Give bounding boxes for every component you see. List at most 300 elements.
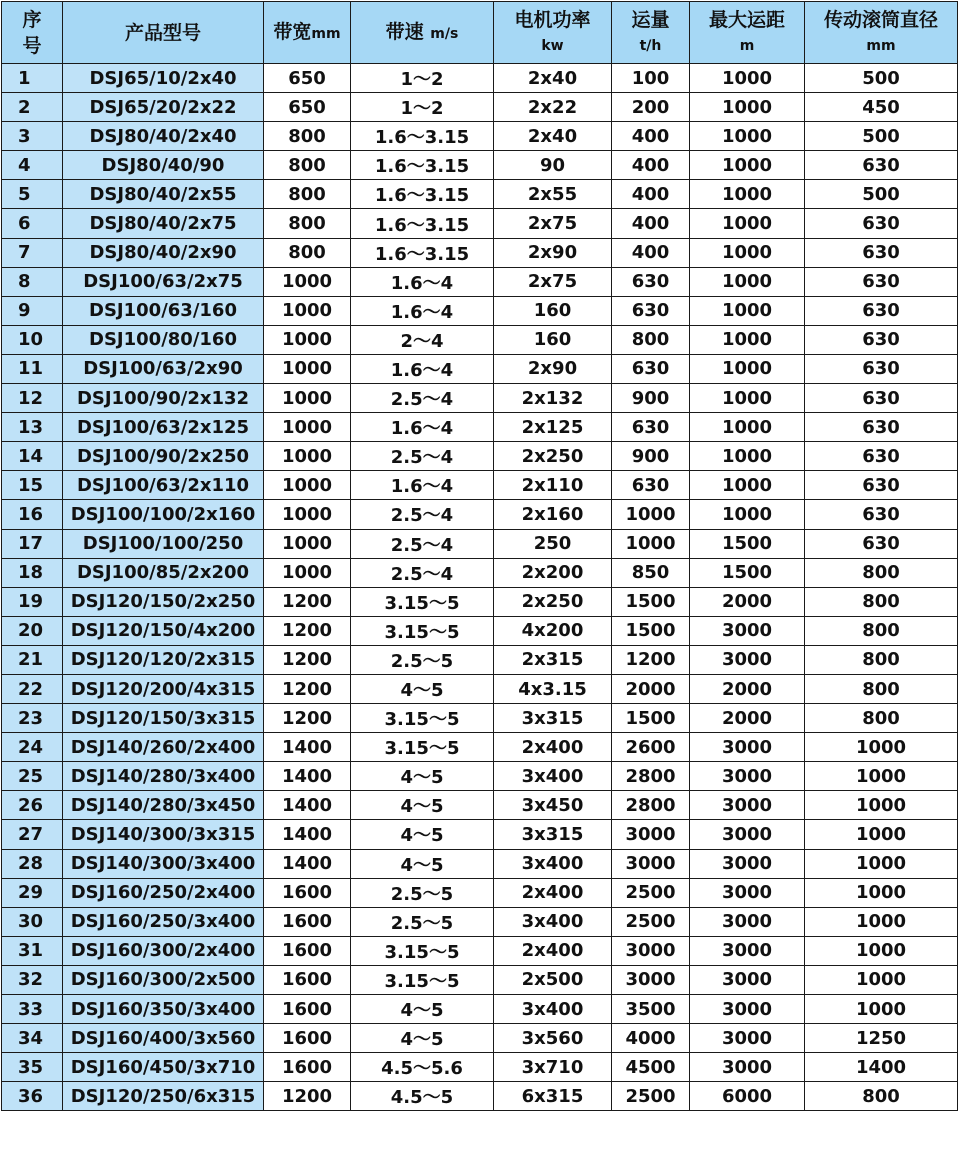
header-no — [2, 2, 63, 64]
cell-capacity: 200 — [612, 93, 690, 122]
cell-no: 29 — [2, 878, 63, 907]
cell-drum: 1400 — [805, 1053, 958, 1082]
cell-capacity: 400 — [612, 209, 690, 238]
cell-width: 1600 — [264, 965, 351, 994]
cell-distance: 1000 — [690, 151, 805, 180]
cell-speed: 2.5～5 — [351, 907, 494, 936]
cell-drum: 1000 — [805, 995, 958, 1024]
cell-no: 10 — [2, 325, 63, 354]
cell-model: DSJ80/40/2x55 — [63, 180, 264, 209]
cell-width: 1000 — [264, 413, 351, 442]
cell-distance: 1000 — [690, 325, 805, 354]
cell-distance: 3000 — [690, 1024, 805, 1053]
table-row — [2, 209, 958, 238]
table-row — [2, 965, 958, 994]
cell-capacity: 630 — [612, 296, 690, 325]
cell-drum: 1000 — [805, 733, 958, 762]
cell-model: DSJ160/300/2x500 — [63, 965, 264, 994]
cell-distance: 2000 — [690, 704, 805, 733]
cell-power: 4x200 — [494, 616, 612, 645]
cell-width: 1000 — [264, 267, 351, 296]
cell-capacity: 2000 — [612, 674, 690, 703]
cell-capacity: 900 — [612, 442, 690, 471]
cell-power: 2x400 — [494, 733, 612, 762]
cell-drum: 1250 — [805, 1024, 958, 1053]
cell-power: 3x710 — [494, 1053, 612, 1082]
cell-speed: 1.6～4 — [351, 413, 494, 442]
cell-speed: 4～5 — [351, 674, 494, 703]
cell-width: 800 — [264, 209, 351, 238]
cell-model: DSJ140/260/2x400 — [63, 733, 264, 762]
cell-power: 250 — [494, 529, 612, 558]
cell-no: 31 — [2, 936, 63, 965]
cell-capacity: 1000 — [612, 529, 690, 558]
table-row — [2, 471, 958, 500]
cell-drum: 800 — [805, 645, 958, 674]
cell-width: 650 — [264, 93, 351, 122]
cell-distance: 1000 — [690, 413, 805, 442]
cell-capacity: 3000 — [612, 965, 690, 994]
cell-distance: 3000 — [690, 820, 805, 849]
cell-speed: 2.5～5 — [351, 645, 494, 674]
cell-distance: 1500 — [690, 558, 805, 587]
cell-model: DSJ120/150/3x315 — [63, 704, 264, 733]
cell-drum: 450 — [805, 93, 958, 122]
header-no-line2: 号 — [22, 34, 42, 57]
cell-power: 3x450 — [494, 791, 612, 820]
header-model-label: 产品型号 — [124, 21, 201, 44]
cell-drum: 630 — [805, 238, 958, 267]
cell-speed: 3.15～5 — [351, 704, 494, 733]
cell-power: 3x400 — [494, 995, 612, 1024]
cell-power: 3x400 — [494, 849, 612, 878]
cell-speed: 1.6～3.15 — [351, 238, 494, 267]
cell-distance: 3000 — [690, 1053, 805, 1082]
cell-speed: 1.6～4 — [351, 471, 494, 500]
table-row — [2, 558, 958, 587]
header-capacity-line1: 运量 — [631, 8, 670, 31]
cell-no: 9 — [2, 296, 63, 325]
cell-speed: 3.15～5 — [351, 733, 494, 762]
cell-power: 2x160 — [494, 500, 612, 529]
header-distance-line1: 最大运距 — [708, 8, 785, 31]
cell-capacity: 2500 — [612, 878, 690, 907]
cell-power: 3x560 — [494, 1024, 612, 1053]
cell-distance: 1500 — [690, 529, 805, 558]
cell-width: 1400 — [264, 849, 351, 878]
cell-drum: 630 — [805, 442, 958, 471]
cell-speed: 4～5 — [351, 791, 494, 820]
cell-no: 14 — [2, 442, 63, 471]
cell-distance: 1000 — [690, 93, 805, 122]
cell-model: DSJ120/120/2x315 — [63, 645, 264, 674]
cell-no: 36 — [2, 1082, 63, 1111]
cell-width: 800 — [264, 238, 351, 267]
cell-drum: 630 — [805, 529, 958, 558]
cell-capacity: 1500 — [612, 704, 690, 733]
cell-distance: 1000 — [690, 354, 805, 383]
cell-width: 1000 — [264, 558, 351, 587]
cell-width: 1000 — [264, 529, 351, 558]
cell-no: 1 — [2, 64, 63, 93]
cell-model: DSJ120/250/6x315 — [63, 1082, 264, 1111]
cell-speed: 2.5～4 — [351, 442, 494, 471]
cell-power: 3x400 — [494, 762, 612, 791]
header-capacity — [612, 2, 690, 64]
cell-model: DSJ160/400/3x560 — [63, 1024, 264, 1053]
cell-drum: 1000 — [805, 849, 958, 878]
cell-model: DSJ80/40/2x40 — [63, 122, 264, 151]
table-row — [2, 93, 958, 122]
cell-model: DSJ120/150/4x200 — [63, 616, 264, 645]
cell-no: 34 — [2, 1024, 63, 1053]
cell-speed: 3.15～5 — [351, 587, 494, 616]
cell-drum: 800 — [805, 1082, 958, 1111]
cell-no: 25 — [2, 762, 63, 791]
table-row — [2, 849, 958, 878]
cell-model: DSJ160/250/2x400 — [63, 878, 264, 907]
cell-distance: 1000 — [690, 238, 805, 267]
header-row — [2, 2, 958, 64]
cell-no: 12 — [2, 384, 63, 413]
cell-model: DSJ140/300/3x400 — [63, 849, 264, 878]
cell-capacity: 630 — [612, 267, 690, 296]
cell-speed: 3.15～5 — [351, 936, 494, 965]
cell-width: 1400 — [264, 762, 351, 791]
header-power-line2: kw — [541, 37, 564, 54]
cell-capacity: 800 — [612, 325, 690, 354]
cell-no: 20 — [2, 616, 63, 645]
cell-speed: 3.15～5 — [351, 965, 494, 994]
cell-power: 160 — [494, 296, 612, 325]
cell-distance: 3000 — [690, 965, 805, 994]
cell-distance: 1000 — [690, 122, 805, 151]
header-drum — [805, 2, 958, 64]
cell-no: 16 — [2, 500, 63, 529]
cell-capacity: 1500 — [612, 587, 690, 616]
cell-speed: 1.6～4 — [351, 296, 494, 325]
cell-speed: 2.5～4 — [351, 558, 494, 587]
cell-speed: 1.6～3.15 — [351, 122, 494, 151]
cell-distance: 3000 — [690, 762, 805, 791]
table-row — [2, 296, 958, 325]
cell-speed: 4～5 — [351, 849, 494, 878]
cell-no: 33 — [2, 995, 63, 1024]
cell-power: 2x90 — [494, 354, 612, 383]
cell-drum: 630 — [805, 413, 958, 442]
cell-drum: 1000 — [805, 791, 958, 820]
cell-speed: 1.6～4 — [351, 267, 494, 296]
cell-power: 2x400 — [494, 878, 612, 907]
cell-drum: 1000 — [805, 965, 958, 994]
cell-model: DSJ100/63/160 — [63, 296, 264, 325]
cell-no: 8 — [2, 267, 63, 296]
cell-distance: 3000 — [690, 936, 805, 965]
cell-capacity: 1500 — [612, 616, 690, 645]
cell-width: 1600 — [264, 878, 351, 907]
table-row — [2, 64, 958, 93]
cell-no: 11 — [2, 354, 63, 383]
cell-model: DSJ65/20/2x22 — [63, 93, 264, 122]
table-row — [2, 122, 958, 151]
cell-no: 2 — [2, 93, 63, 122]
table-row — [2, 384, 958, 413]
cell-width: 800 — [264, 180, 351, 209]
cell-speed: 2～4 — [351, 325, 494, 354]
cell-capacity: 2500 — [612, 1082, 690, 1111]
cell-drum: 630 — [805, 384, 958, 413]
cell-width: 1400 — [264, 791, 351, 820]
cell-width: 1400 — [264, 820, 351, 849]
cell-speed: 4～5 — [351, 762, 494, 791]
cell-capacity: 630 — [612, 413, 690, 442]
cell-width: 1400 — [264, 733, 351, 762]
cell-model: DSJ140/280/3x400 — [63, 762, 264, 791]
cell-distance: 3000 — [690, 616, 805, 645]
cell-capacity: 2800 — [612, 791, 690, 820]
cell-distance: 1000 — [690, 384, 805, 413]
cell-power: 6x315 — [494, 1082, 612, 1111]
cell-distance: 3000 — [690, 907, 805, 936]
header-power-line1: 电机功率 — [514, 8, 591, 31]
cell-capacity: 400 — [612, 180, 690, 209]
cell-width: 1000 — [264, 500, 351, 529]
header-width-unit: mm — [311, 25, 341, 42]
cell-distance: 3000 — [690, 791, 805, 820]
cell-width: 1000 — [264, 354, 351, 383]
table-row — [2, 325, 958, 354]
table-header — [2, 2, 958, 64]
cell-width: 1000 — [264, 384, 351, 413]
cell-no: 18 — [2, 558, 63, 587]
cell-power: 3x315 — [494, 820, 612, 849]
cell-capacity: 900 — [612, 384, 690, 413]
cell-model: DSJ160/450/3x710 — [63, 1053, 264, 1082]
cell-model: DSJ160/300/2x400 — [63, 936, 264, 965]
table-row — [2, 238, 958, 267]
cell-distance: 3000 — [690, 995, 805, 1024]
cell-width: 1600 — [264, 907, 351, 936]
table-row — [2, 733, 958, 762]
cell-no: 35 — [2, 1053, 63, 1082]
cell-power: 2x250 — [494, 442, 612, 471]
cell-drum: 630 — [805, 500, 958, 529]
table-row — [2, 529, 958, 558]
cell-capacity: 3000 — [612, 936, 690, 965]
cell-drum: 630 — [805, 151, 958, 180]
table-row — [2, 442, 958, 471]
cell-capacity: 100 — [612, 64, 690, 93]
cell-width: 1000 — [264, 471, 351, 500]
cell-width: 1600 — [264, 936, 351, 965]
table-row — [2, 907, 958, 936]
cell-no: 23 — [2, 704, 63, 733]
cell-distance: 3000 — [690, 645, 805, 674]
cell-distance: 1000 — [690, 500, 805, 529]
cell-capacity: 630 — [612, 471, 690, 500]
cell-distance: 1000 — [690, 442, 805, 471]
cell-drum: 500 — [805, 180, 958, 209]
cell-model: DSJ100/63/2x75 — [63, 267, 264, 296]
cell-speed: 1～2 — [351, 93, 494, 122]
cell-power: 2x400 — [494, 936, 612, 965]
cell-speed: 4.5～5.6 — [351, 1053, 494, 1082]
cell-model: DSJ160/350/3x400 — [63, 995, 264, 1024]
cell-drum: 800 — [805, 704, 958, 733]
cell-model: DSJ120/150/2x250 — [63, 587, 264, 616]
cell-no: 15 — [2, 471, 63, 500]
cell-capacity: 2600 — [612, 733, 690, 762]
cell-power: 3x315 — [494, 704, 612, 733]
cell-power: 2x200 — [494, 558, 612, 587]
cell-speed: 4～5 — [351, 820, 494, 849]
cell-width: 800 — [264, 122, 351, 151]
cell-model: DSJ100/80/160 — [63, 325, 264, 354]
table-row — [2, 500, 958, 529]
cell-drum: 630 — [805, 296, 958, 325]
cell-drum: 1000 — [805, 762, 958, 791]
table-row — [2, 1024, 958, 1053]
cell-speed: 1.6～3.15 — [351, 180, 494, 209]
header-power — [494, 2, 612, 64]
cell-width: 1600 — [264, 995, 351, 1024]
cell-power: 2x132 — [494, 384, 612, 413]
cell-capacity: 3000 — [612, 849, 690, 878]
cell-power: 160 — [494, 325, 612, 354]
cell-distance: 2000 — [690, 674, 805, 703]
cell-no: 13 — [2, 413, 63, 442]
cell-width: 1600 — [264, 1053, 351, 1082]
cell-no: 24 — [2, 733, 63, 762]
cell-drum: 630 — [805, 209, 958, 238]
cell-width: 1200 — [264, 674, 351, 703]
cell-no: 26 — [2, 791, 63, 820]
cell-no: 22 — [2, 674, 63, 703]
cell-width: 1000 — [264, 296, 351, 325]
cell-power: 2x110 — [494, 471, 612, 500]
cell-no: 27 — [2, 820, 63, 849]
header-speed-unit: m/s — [430, 25, 459, 42]
cell-drum: 630 — [805, 267, 958, 296]
cell-model: DSJ120/200/4x315 — [63, 674, 264, 703]
cell-no: 5 — [2, 180, 63, 209]
cell-speed: 4.5～5 — [351, 1082, 494, 1111]
cell-no: 19 — [2, 587, 63, 616]
cell-model: DSJ100/63/2x125 — [63, 413, 264, 442]
cell-distance: 1000 — [690, 471, 805, 500]
cell-power: 4x3.15 — [494, 674, 612, 703]
table-row — [2, 674, 958, 703]
table-row — [2, 791, 958, 820]
cell-width: 1200 — [264, 616, 351, 645]
specs-table — [1, 1, 958, 1111]
cell-width: 1200 — [264, 587, 351, 616]
cell-no: 32 — [2, 965, 63, 994]
cell-speed: 4～5 — [351, 995, 494, 1024]
table-row — [2, 180, 958, 209]
cell-model: DSJ100/63/2x110 — [63, 471, 264, 500]
header-drum-line2: mm — [866, 37, 896, 54]
cell-width: 650 — [264, 64, 351, 93]
cell-drum: 800 — [805, 616, 958, 645]
cell-no: 21 — [2, 645, 63, 674]
cell-drum: 630 — [805, 471, 958, 500]
cell-drum: 800 — [805, 558, 958, 587]
table-row — [2, 354, 958, 383]
cell-capacity: 1000 — [612, 500, 690, 529]
cell-distance: 1000 — [690, 296, 805, 325]
cell-power: 2x22 — [494, 93, 612, 122]
cell-drum: 800 — [805, 674, 958, 703]
cell-capacity: 400 — [612, 151, 690, 180]
cell-width: 1600 — [264, 1024, 351, 1053]
cell-power: 2x315 — [494, 645, 612, 674]
cell-width: 1200 — [264, 645, 351, 674]
cell-capacity: 1200 — [612, 645, 690, 674]
cell-power: 2x40 — [494, 122, 612, 151]
cell-power: 2x75 — [494, 209, 612, 238]
cell-capacity: 850 — [612, 558, 690, 587]
cell-drum: 1000 — [805, 878, 958, 907]
cell-power: 2x90 — [494, 238, 612, 267]
cell-capacity: 3500 — [612, 995, 690, 1024]
cell-no: 17 — [2, 529, 63, 558]
cell-power: 3x400 — [494, 907, 612, 936]
header-speed — [351, 2, 494, 64]
cell-no: 28 — [2, 849, 63, 878]
cell-power: 2x500 — [494, 965, 612, 994]
cell-speed: 2.5～4 — [351, 384, 494, 413]
cell-speed: 1.6～4 — [351, 354, 494, 383]
cell-speed: 2.5～4 — [351, 500, 494, 529]
cell-model: DSJ80/40/2x90 — [63, 238, 264, 267]
cell-capacity: 3000 — [612, 820, 690, 849]
cell-drum: 500 — [805, 64, 958, 93]
table-row — [2, 878, 958, 907]
table-row — [2, 587, 958, 616]
cell-drum: 1000 — [805, 820, 958, 849]
cell-no: 6 — [2, 209, 63, 238]
table-row — [2, 995, 958, 1024]
cell-no: 7 — [2, 238, 63, 267]
header-model — [63, 2, 264, 64]
cell-capacity: 2800 — [612, 762, 690, 791]
cell-no: 30 — [2, 907, 63, 936]
cell-capacity: 4500 — [612, 1053, 690, 1082]
cell-distance: 3000 — [690, 849, 805, 878]
cell-drum: 630 — [805, 354, 958, 383]
cell-model: DSJ100/100/250 — [63, 529, 264, 558]
table-row — [2, 267, 958, 296]
header-drum-line1: 传动滚筒直径 — [823, 8, 938, 31]
table-row — [2, 704, 958, 733]
cell-power: 2x55 — [494, 180, 612, 209]
table-row — [2, 616, 958, 645]
cell-model: DSJ140/300/3x315 — [63, 820, 264, 849]
cell-model: DSJ80/40/90 — [63, 151, 264, 180]
cell-speed: 1.6～3.15 — [351, 209, 494, 238]
cell-speed: 3.15～5 — [351, 616, 494, 645]
cell-speed: 2.5～4 — [351, 529, 494, 558]
cell-capacity: 400 — [612, 122, 690, 151]
cell-distance: 1000 — [690, 267, 805, 296]
cell-model: DSJ100/100/2x160 — [63, 500, 264, 529]
cell-drum: 1000 — [805, 936, 958, 965]
cell-model: DSJ100/63/2x90 — [63, 354, 264, 383]
table-row — [2, 1053, 958, 1082]
cell-model: DSJ140/280/3x450 — [63, 791, 264, 820]
cell-capacity: 2500 — [612, 907, 690, 936]
